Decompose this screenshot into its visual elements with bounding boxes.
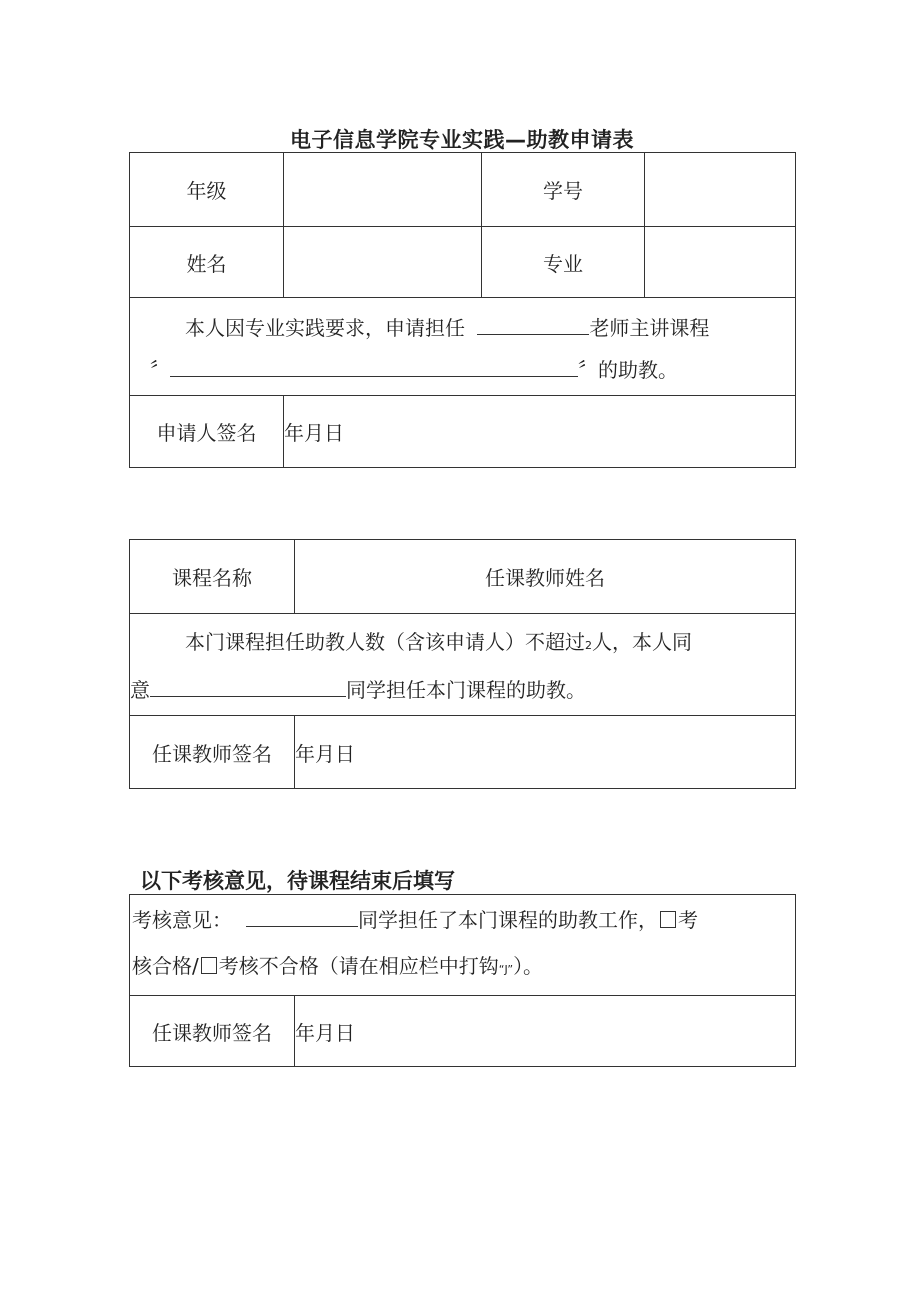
statement-text-2: 老师主讲课程 <box>589 316 710 340</box>
opinion-text-1: 同学担任了本门课程的助教工作， <box>358 908 658 932</box>
course-name-label: 课程名称 <box>130 540 295 614</box>
option-pass-b: 核合格/ <box>132 954 199 978</box>
assistant-limit-number: 2 <box>585 639 592 652</box>
application-statement <box>130 298 796 396</box>
teacher-name-blank[interactable] <box>477 312 589 335</box>
assessment-opinion <box>130 895 796 996</box>
name-label: 姓名 <box>130 227 284 298</box>
teacher-statement-1: 本门课程担任助教人数（含该申请人）不超过 <box>185 630 585 654</box>
quote-open: 〞 <box>150 358 170 382</box>
student-id-label: 学号 <box>482 153 645 227</box>
fail-checkbox[interactable] <box>201 957 217 974</box>
teacher-table <box>129 539 796 789</box>
opinion-end: ）。 <box>513 954 544 978</box>
grade-field[interactable] <box>284 153 482 227</box>
major-label: 专业 <box>482 227 645 298</box>
applicant-date[interactable]: 年月日 <box>284 396 796 468</box>
grade-label: 年级 <box>130 153 284 227</box>
assessment-table <box>129 894 796 1067</box>
course-name-blank[interactable] <box>170 354 578 377</box>
assessment-signature-label: 任课教师签名 <box>130 996 295 1067</box>
pass-checkbox[interactable] <box>660 911 676 928</box>
applicant-signature-label: 申请人签名 <box>130 396 284 468</box>
major-field[interactable] <box>645 227 796 298</box>
student-id-field[interactable] <box>645 153 796 227</box>
assessment-heading: 以下考核意见，待课程结束后填写 <box>140 869 455 893</box>
teacher-name-label: 任课教师姓名 <box>295 540 796 614</box>
opinion-label: 考核意见： <box>132 908 232 932</box>
applicant-table <box>129 152 796 468</box>
statement-text-3: 〞的助教。 <box>578 358 678 382</box>
student-name-blank[interactable] <box>150 674 346 697</box>
option-fail: 考核不合格（请在相应栏中打钩 <box>218 954 499 978</box>
check-mark-quote: “J” <box>498 963 514 976</box>
form-title: 电子信息学院专业实践—助教申请表 <box>290 128 634 152</box>
assessment-date[interactable]: 年月日 <box>295 996 796 1067</box>
name-field[interactable] <box>284 227 482 298</box>
statement-text-1: 本人因专业实践要求，申请担任 <box>185 316 465 340</box>
teacher-statement-4: 同学担任本门课程的助教。 <box>346 678 586 702</box>
option-pass-a: 考 <box>678 908 698 932</box>
teacher-signature-label: 任课教师签名 <box>130 716 295 789</box>
teacher-statement-3: 意 <box>130 678 150 702</box>
teacher-statement <box>130 614 796 716</box>
teacher-statement-2: 人，本人同 <box>592 630 692 654</box>
teacher-date[interactable]: 年月日 <box>295 716 796 789</box>
assessed-student-blank[interactable] <box>246 904 358 927</box>
